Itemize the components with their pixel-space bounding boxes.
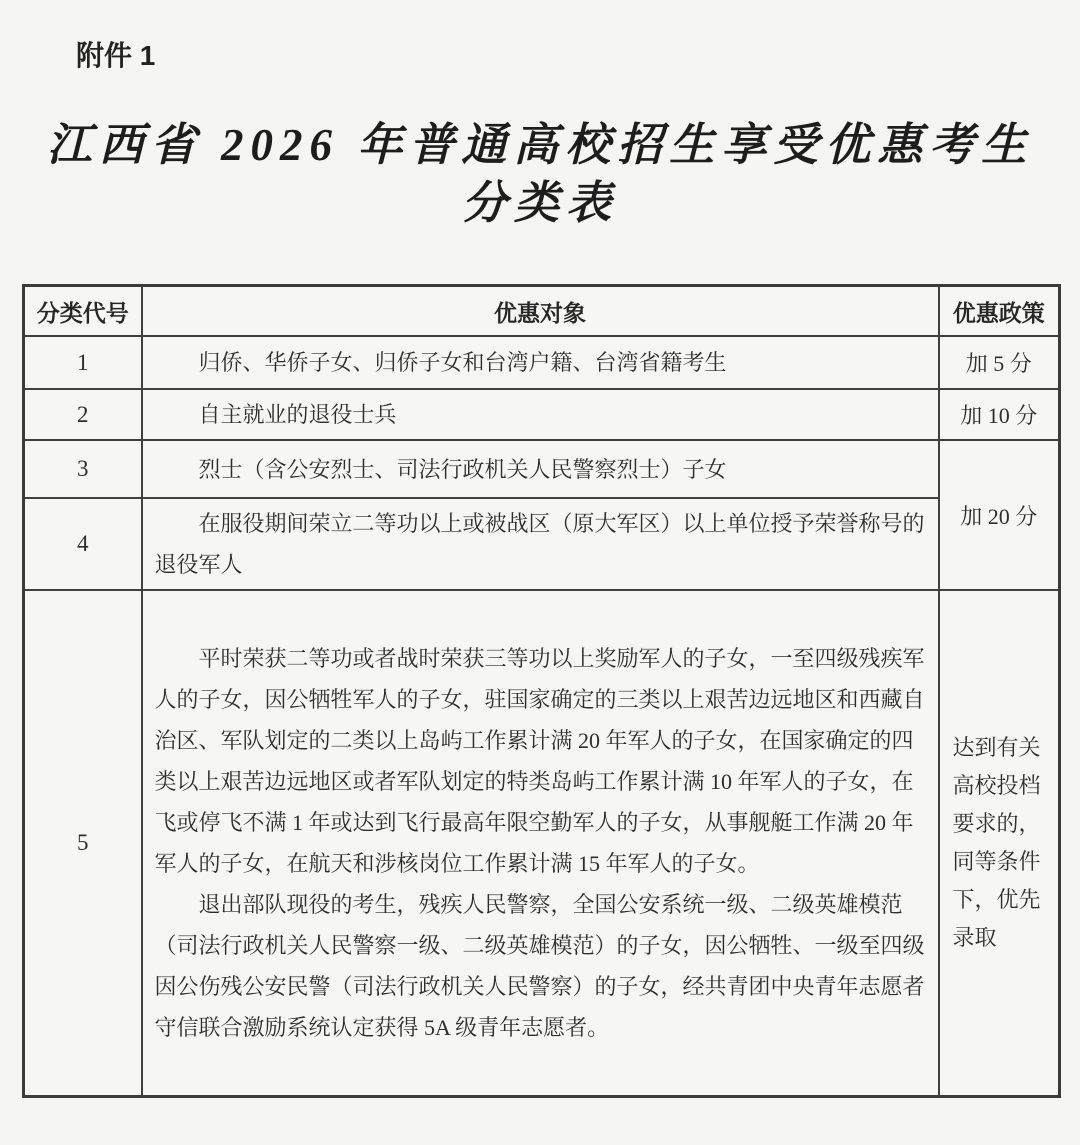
document-title-line2: 分类表 — [461, 178, 618, 228]
target-text-3: 烈士（含公安烈士、司法行政机关人民警察烈士）子女 — [198, 456, 727, 482]
target-cell-3 — [142, 440, 939, 498]
code-cell-1: 1 — [24, 336, 142, 389]
target-text-5-paragraph-2: 退出部队现役的考生，残疾人民警察，全国公安系统一级、二级英雄模范（司法行政机关人民警察一级、二级英雄模范）的子女，因公牺牲、一级至四级因公伤残公安民警（司法行政机关人民警察）的子女，经共青团中央青年志愿者守信联合激励系统认定获得 5A 级青年志愿者。 — [154, 891, 925, 1040]
code-cell-5: 5 — [24, 590, 142, 1096]
table-row-5 — [24, 590, 1060, 1096]
table-header-row — [24, 286, 1060, 337]
table-row-1 — [24, 336, 1060, 389]
policy-cell-3-4-merged: 加 20 分 — [939, 440, 1060, 590]
policy-cell-5: 达到有关高校投档要求的，同等条件下，优先录取 — [939, 590, 1060, 1096]
table-row-4 — [24, 498, 1060, 590]
code-cell-4: 4 — [24, 498, 142, 590]
policy-cell-2: 加 10 分 — [939, 389, 1060, 440]
target-cell-2 — [142, 389, 939, 440]
preferential-categories-table — [22, 284, 1061, 1098]
target-text-1: 归侨、华侨子女、归侨子女和台湾户籍、台湾省籍考生 — [198, 350, 727, 375]
target-text-4: 在服役期间荣立二等功以上或被战区（原大军区）以上单位授予荣誉称号的退役军人 — [154, 511, 925, 577]
table-row-3 — [24, 440, 1060, 498]
target-cell-4 — [142, 498, 939, 590]
header-category-code: 分类代号 — [24, 286, 142, 337]
policy-cell-1: 加 5 分 — [939, 336, 1060, 389]
document-title-line1: 江西省 2026 年普通高校招生享受优惠考生 — [46, 120, 1034, 170]
target-cell-5 — [142, 590, 939, 1096]
target-text-5-paragraph-1: 平时荣获二等功或者战时荣获三等功以上奖励军人的子女，一至四级残疾军人的子女，因公牺牲军人的子女，驻国家确定的三类以上艰苦边远地区和西藏自治区、军队划定的二类以上岛屿工作累计满 20 年军人的子女，在国家确定的四类以上艰苦边远地区或者军队划定的特类岛屿工作累计满 10 年军人的子女，在飞或停飞不满 1 年或达到飞行最高年限空勤军人的子女，从事舰艇工作满 20 年军人的子女，在航天和涉核岗位工作累计满 15 年军人的子女。 — [154, 645, 925, 876]
header-preferential-target: 优惠对象 — [142, 286, 939, 337]
table-row-2 — [24, 389, 1060, 440]
header-preferential-policy: 优惠政策 — [939, 286, 1060, 337]
code-cell-3: 3 — [24, 440, 142, 498]
document-title — [0, 116, 1080, 232]
target-cell-1 — [142, 336, 939, 389]
target-text-2: 自主就业的退役士兵 — [198, 402, 397, 427]
code-cell-2: 2 — [24, 389, 142, 440]
attachment-label: 附件 1 — [76, 40, 156, 71]
